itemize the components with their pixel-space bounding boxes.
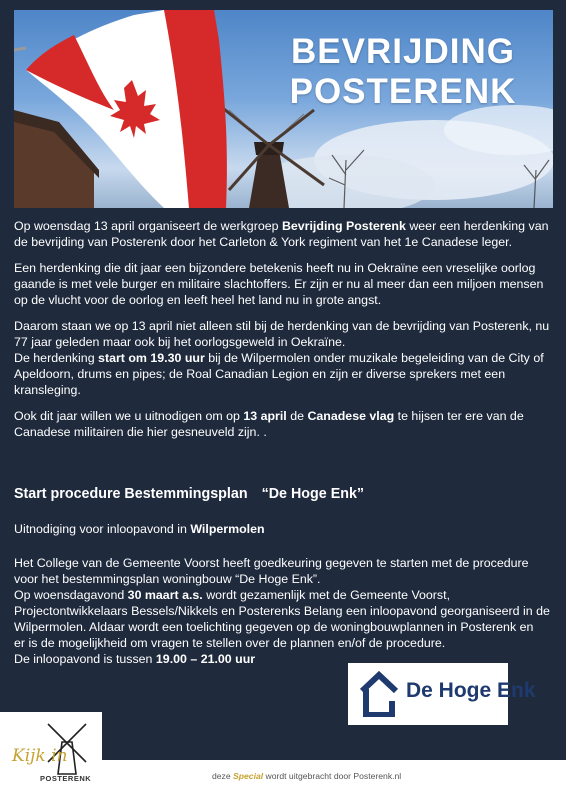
procedure-text <box>14 555 554 667</box>
kijk-in-posterenk-logo <box>0 712 102 800</box>
text: wordt uitgebracht door Posterenk.nl <box>263 771 402 781</box>
section-title-quote: “De Hoge Enk” <box>261 486 365 502</box>
intro-text <box>14 218 554 450</box>
text: Uitnodiging voor inloopavond in <box>14 522 191 536</box>
text: de <box>286 409 308 423</box>
section-title <box>14 486 554 502</box>
hero-title-line1: BEVRIJDING <box>291 32 515 71</box>
paragraph-3 <box>14 318 554 398</box>
hero-title-line2: POSTERENK <box>289 72 517 111</box>
text: te hijsen ter ere van de Canadese militairen die hier gesneuveld zijn. . <box>14 409 524 439</box>
footer-credit <box>212 771 401 781</box>
text-bold: Wilpermolen <box>190 522 265 536</box>
text: wordt gezamenlijk met de Gemeente Voorst, <box>202 588 451 602</box>
text: bij de Wilpermolen onder muzikale begeleiding van de City of Apeldoorn, drums en pipes; de Roal Canadian Legion en zijn er diverse sprekers met een kransleging. <box>14 351 544 397</box>
hero-title <box>263 32 543 112</box>
text-bold: Bevrijding Posterenk <box>281 219 406 233</box>
kijk-text: Kijk in <box>12 746 68 766</box>
de-hoge-enk-logo <box>348 663 536 725</box>
text-bold: start om 19.30 uur <box>98 351 205 365</box>
text-line <box>14 587 554 603</box>
text: De herdenking <box>14 351 99 365</box>
text: deze <box>212 771 234 781</box>
text-bold: Canadese vlag <box>307 409 395 423</box>
text: Ook dit jaar willen we u uitnodigen om op <box>14 409 244 423</box>
text-line: voor het bestemmingsplan woningbouw “De Hoge Enk”. <box>14 572 321 586</box>
paragraph-1 <box>14 218 554 250</box>
text-line: Wilpermolen. Aldaar wordt een toelichting gegeven op de woningbouwplannen in Posterenk en <box>14 620 534 634</box>
paragraph-2: Een herdenking die dit jaar een bijzondere betekenis heeft nu in Oekraïne een vreselijke oorlog gaande is met vele burger en militaire slachtoffers. Er zijn er nu al meer dan een miljoen mensen op de vlucht voor de oorlog en leeft heel het land nu in grote angst. <box>14 261 544 307</box>
text: weer een herdenking van de bevrijding van Posterenk door het Carleton & York regiment van het 1e Canadese leger. <box>14 219 549 249</box>
text-bold: 19.00 – 21.00 uur <box>155 652 256 666</box>
text-bold: 13 april <box>243 409 287 423</box>
text-bold: 30 maart a.s. <box>127 588 203 602</box>
invite-line <box>14 521 554 537</box>
section-title-text: Start procedure Bestemmingsplan <box>14 486 248 502</box>
text: De inloopavond is tussen <box>14 652 156 666</box>
text-line: er is de mogelijkheid om vragen te stellen over de plannen en/of de procedure. <box>14 636 446 650</box>
footer-special: Special <box>233 771 264 781</box>
text-line: Projectontwikkelaars Bessels/Nikkels en Posterenks Belang een inloopavond georganiseerd in de <box>14 604 550 618</box>
logo-text: De Hoge Enk <box>406 679 536 702</box>
hero-banner <box>14 10 553 208</box>
paragraph-4 <box>14 408 554 440</box>
kijk-sub: POSTERENK <box>40 774 92 783</box>
house-icon <box>358 671 400 717</box>
text: Daarom staan we op 13 april niet alleen stil bij de herdenking van de bevrijding van Posterenk, nu 77 jaar geleden maar ook bij het oorlogsgeweld in Oekraïne. <box>14 319 550 349</box>
text-line: Het College van de Gemeente Voorst heeft goedkeuring gegeven te starten met de procedure <box>14 556 529 570</box>
text: Op woensdagavond <box>14 588 128 602</box>
text: Op woensdag 13 april organiseert de werkgroep <box>14 219 282 233</box>
